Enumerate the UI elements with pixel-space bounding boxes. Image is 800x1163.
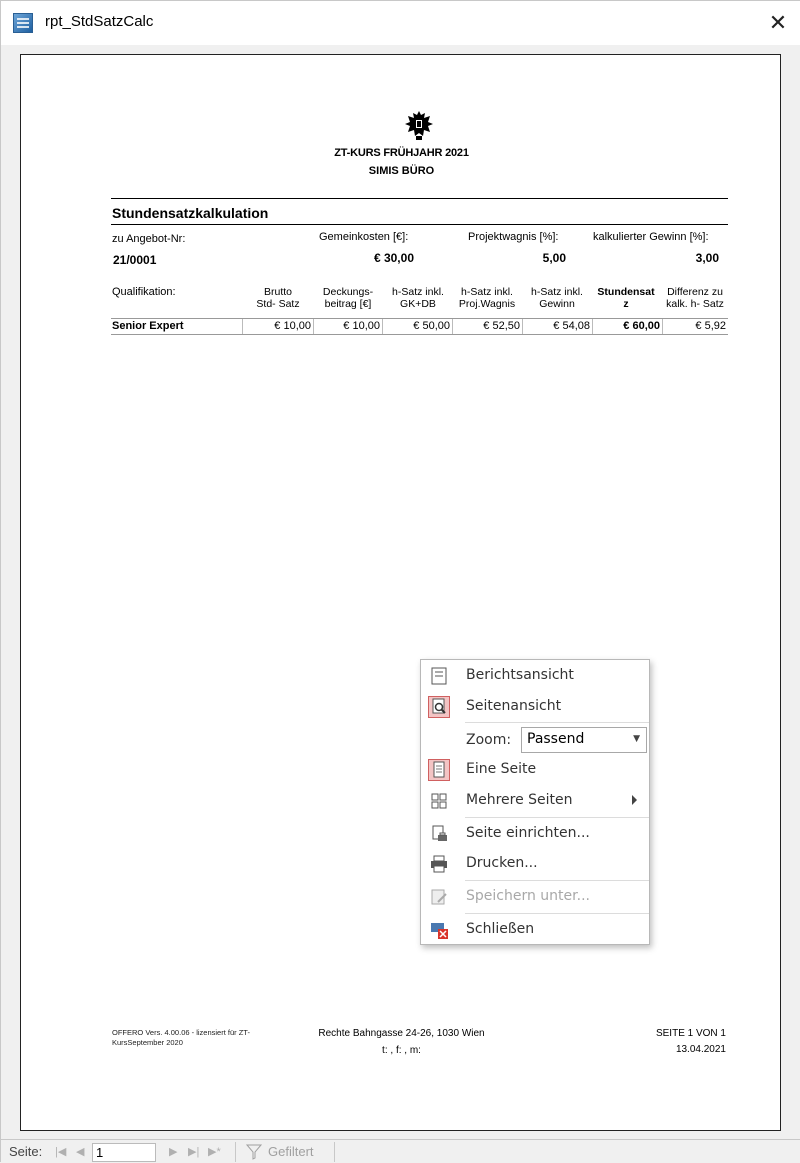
divider <box>111 224 728 225</box>
status-bar <box>1 1139 800 1163</box>
menu-item-eine-seite[interactable]: Eine Seite <box>421 755 649 785</box>
footer-page-info: SEITE 1 VON 1 <box>655 1028 726 1039</box>
filter-status[interactable]: Gefiltert <box>268 1144 314 1159</box>
gemeinkosten-value: € 30,00 <box>373 251 414 265</box>
col-stundensatz: Stundensat z <box>597 286 655 310</box>
zoom-select[interactable]: Passend ▼ <box>521 727 647 753</box>
col-differenz: Differenz zu kalk. h- Satz <box>666 286 724 310</box>
menu-separator <box>465 722 649 723</box>
status-divider <box>334 1142 335 1162</box>
footer-address: Rechte Bahngasse 24-26, 1030 Wien <box>318 1028 485 1039</box>
window-title: rpt_StdSatzCalc <box>45 13 154 30</box>
col-brutto: Brutto Std- Satz <box>256 286 300 310</box>
gewinn-value: 3,00 <box>695 251 719 265</box>
print-preview-icon <box>428 696 450 718</box>
new-record-icon[interactable]: ▶* <box>208 1146 221 1158</box>
status-divider <box>235 1142 236 1162</box>
projektwagnis-value: 5,00 <box>542 251 566 265</box>
cell-hsatz-wagnis: € 52,50 <box>452 319 522 334</box>
report-header-course: ZT-KURS FRÜHJAHR 2021 <box>334 147 469 159</box>
gemeinkosten-label: Gemeinkosten [€]: <box>319 231 409 243</box>
report-view-icon <box>429 666 449 686</box>
projektwagnis-label: Projektwagnis [%]: <box>468 231 559 243</box>
single-page-icon <box>428 759 450 781</box>
save-as-icon <box>429 887 449 907</box>
prev-page-icon[interactable]: ◀ <box>76 1146 85 1158</box>
col-hsatz-gewinn: h-Satz inkl. Gewinn <box>531 286 583 310</box>
cell-qualifikation: Senior Expert <box>112 320 184 332</box>
menu-item-mehrere-seiten[interactable]: Mehrere Seiten <box>421 786 649 816</box>
col-hsatz-gk: h-Satz inkl. GK+DB <box>392 286 444 310</box>
context-menu <box>420 659 650 945</box>
title-bar <box>1 1 800 45</box>
page-setup-icon <box>429 824 449 844</box>
printer-icon <box>429 854 449 874</box>
report-header-office: SIMIS BÜRO <box>368 165 435 177</box>
col-deckungsbeitrag: Deckungs- beitrag [€] <box>322 286 374 310</box>
footer-date: 13.04.2021 <box>675 1044 726 1055</box>
multi-page-icon <box>429 791 449 811</box>
menu-item-seitenansicht[interactable]: Seitenansicht <box>421 692 649 722</box>
chevron-down-icon: ▼ <box>633 734 640 744</box>
angebot-label: zu Angebot-Nr: <box>112 233 186 245</box>
angebot-value: 21/0001 <box>113 253 157 267</box>
footer-contact: t: , f: , m: <box>382 1045 421 1056</box>
report-page <box>20 54 781 1131</box>
col-hsatz-wagnis: h-Satz inkl. Proj.Wagnis <box>458 286 516 310</box>
filter-icon <box>245 1144 263 1160</box>
menu-item-zoom: Zoom: <box>466 732 512 748</box>
gewinn-label: kalkulierter Gewinn [%]: <box>593 231 709 243</box>
menu-item-seite-einrichten[interactable]: Seite einrichten... <box>421 819 649 849</box>
report-title: Stundensatzkalkulation <box>112 205 269 221</box>
first-page-icon[interactable]: |◀ <box>55 1146 67 1158</box>
menu-item-speichern: Speichern unter... <box>421 882 649 912</box>
close-preview-icon <box>429 920 449 940</box>
menu-separator <box>465 817 649 818</box>
close-button[interactable]: ✕ <box>768 10 788 35</box>
cell-differenz: € 5,92 <box>662 319 728 334</box>
menu-separator <box>465 880 649 881</box>
cell-brutto: € 10,00 <box>242 319 313 334</box>
footer-version: OFFERO Vers. 4.00.06 - lizensiert für ZT- KursSeptember 2020 <box>112 1028 250 1047</box>
menu-separator <box>465 913 649 914</box>
page-label: Seite: <box>9 1144 43 1159</box>
report-viewport[interactable] <box>1 45 800 1139</box>
submenu-arrow-icon <box>632 795 637 805</box>
menu-item-berichtsansicht[interactable]: Berichtsansicht <box>421 661 649 691</box>
cell-hsatz-gk: € 50,00 <box>382 319 452 334</box>
report-app-icon <box>13 13 33 33</box>
divider <box>111 198 728 199</box>
menu-item-schliessen[interactable]: Schließen <box>421 915 649 945</box>
col-qualifikation: Qualifikation: <box>112 286 176 298</box>
last-page-icon[interactable]: ▶| <box>188 1146 200 1158</box>
next-page-icon[interactable]: ▶ <box>169 1146 178 1158</box>
cell-stundensatz: € 60,00 <box>592 319 662 334</box>
cell-hsatz-gewinn: € 54,08 <box>522 319 592 334</box>
coat-of-arms-icon <box>402 108 436 142</box>
menu-item-drucken[interactable]: Drucken... <box>421 849 649 879</box>
cell-deckung: € 10,00 <box>313 319 382 334</box>
table-row <box>111 318 728 335</box>
page-number-input[interactable]: 1 <box>92 1143 156 1162</box>
